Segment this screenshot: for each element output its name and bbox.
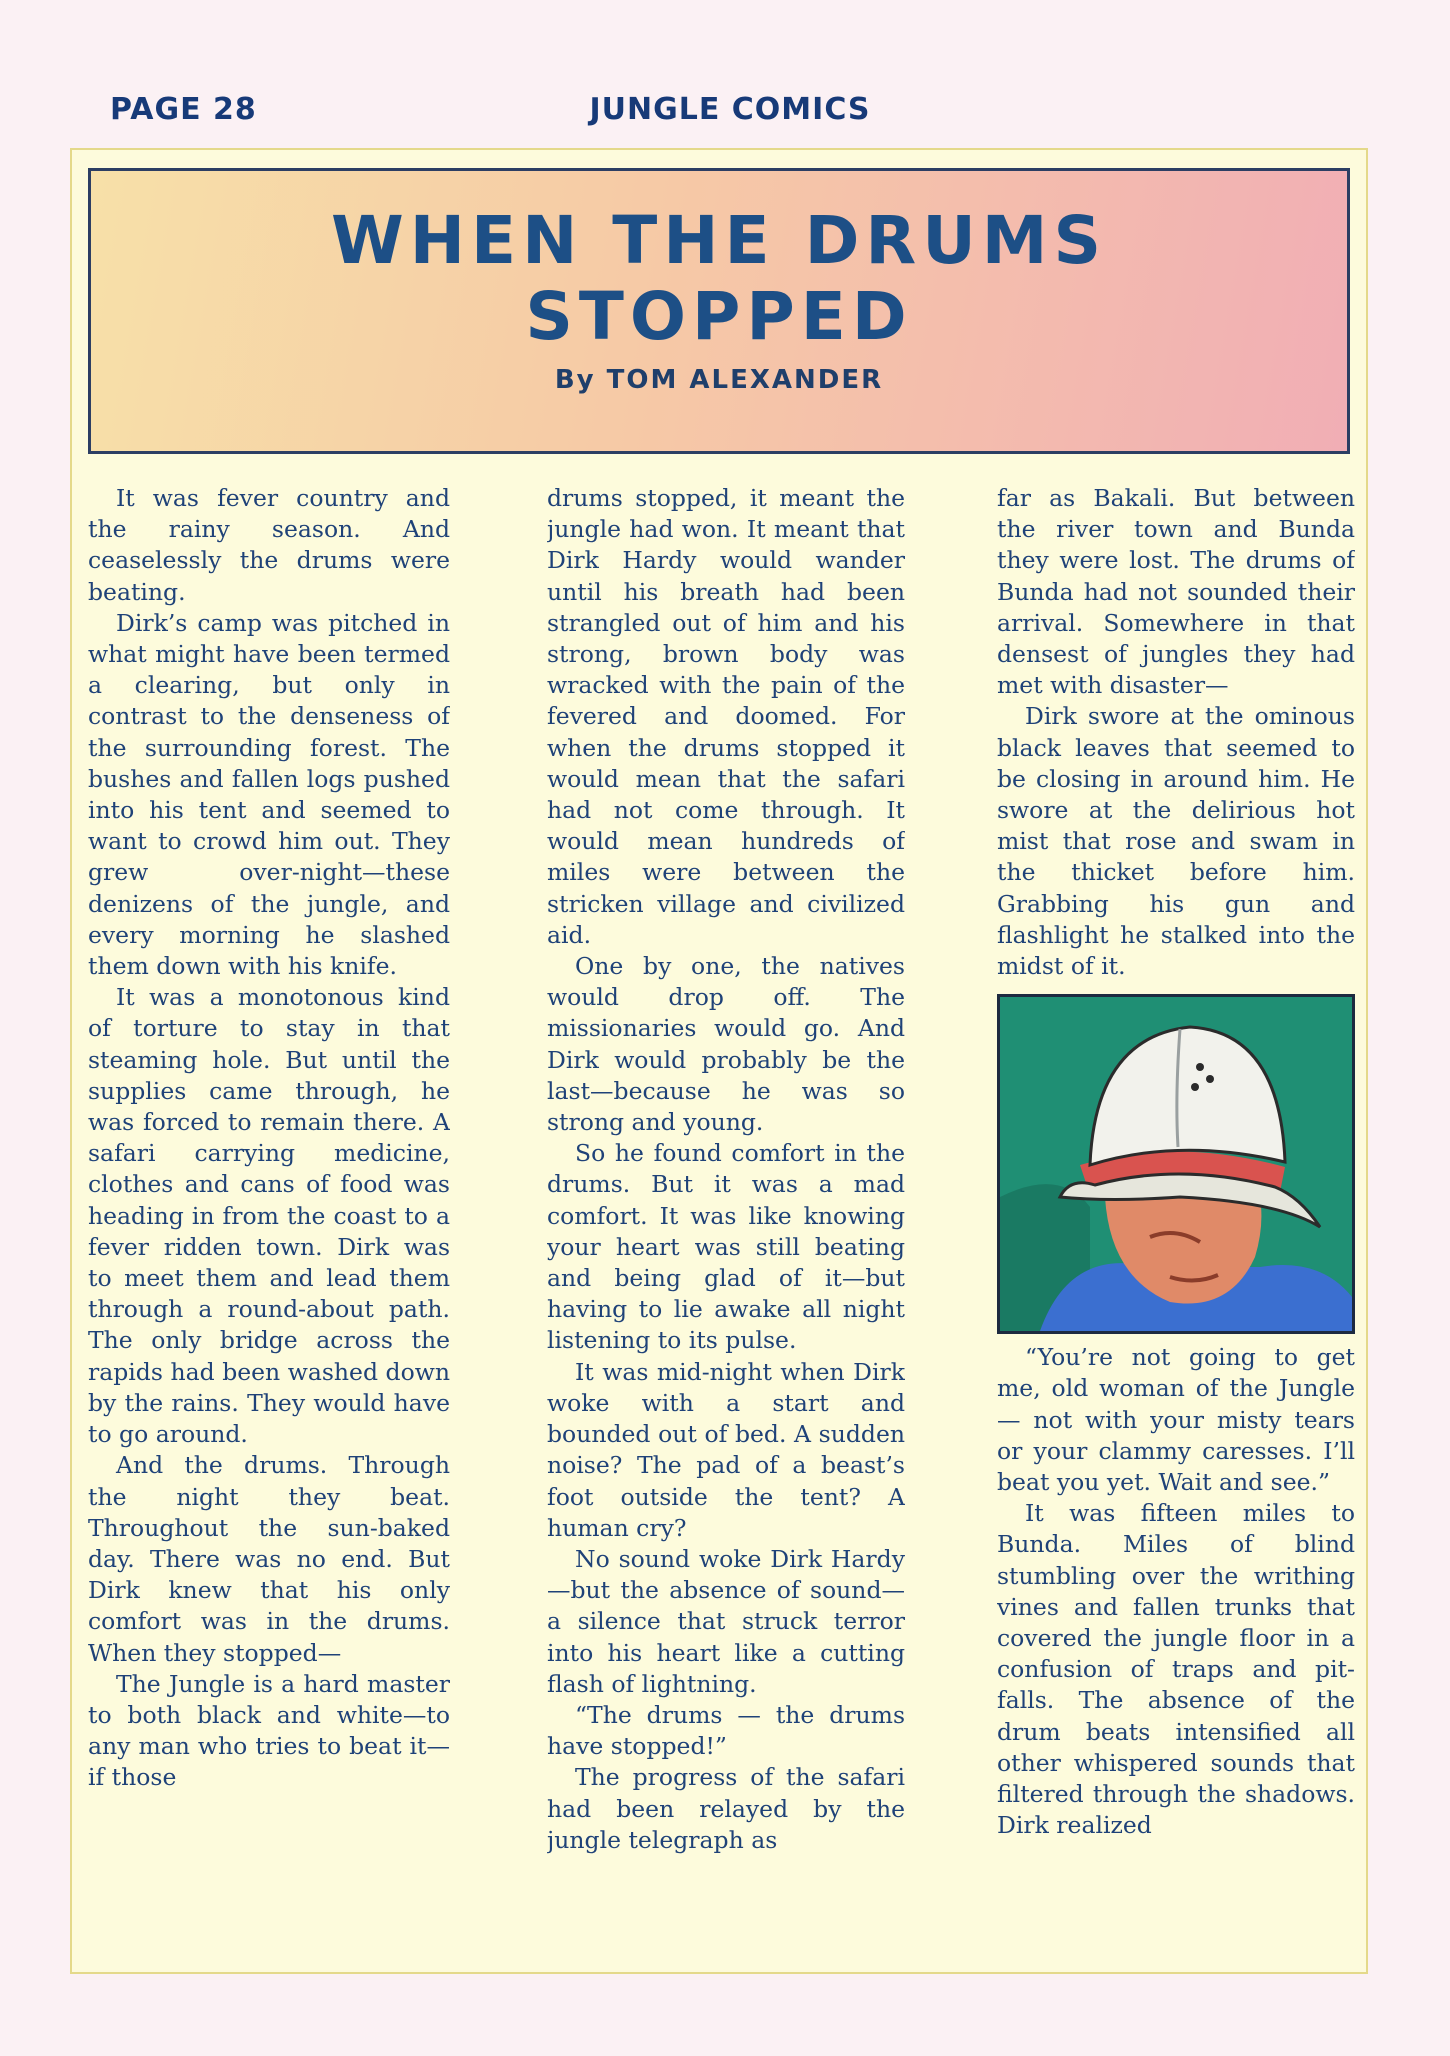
byline: By TOM ALEXANDER	[554, 365, 884, 395]
title-box	[88, 168, 1350, 454]
paragraph: So he found comfort in the drums. But it was a mad comfort. It was like knowing your heart was still beating and being glad of it—but having to lie awake all night listening to its pulse.	[547, 1139, 905, 1355]
paragraph: The Jungle is a hard master to both black and white—to any man who tries to beat it—if those	[88, 1669, 450, 1792]
paragraph: It was a monotonous kind of torture to stay in that steaming hole. But until the supplies came through, he was forced to remain there. A safari carrying medicine, clothes and cans of food was heading in from the coast to a fever ridden town. Dirk was to meet them and lead them through a round-about path. The only bridge across the rapids had been washed down by the rains. They would have to go around.	[88, 983, 450, 1449]
paragraph: far as Bakali. But between the river town and Bunda they were lost. The drums of Bunda had not sounded their arrival. Somewhere in that densest of jungles they had met with disaster—	[997, 484, 1355, 700]
magazine-title: JUNGLE COMICS	[589, 92, 871, 127]
text-column-2	[547, 483, 905, 1971]
paragraph: It was fifteen miles to Bunda. Miles of blind stumbling over the writhing vines and fallen trunks that covered the jungle floor in a confusion of traps and pit-falls. The absence of the drum beats intensified all other whispered sounds that filtered through the shadows. Dirk realized	[997, 1499, 1355, 1840]
paragraph: It was fever country and the rainy season. And ceaselessly the drums were beating.	[88, 484, 450, 606]
page-header	[110, 92, 1340, 142]
page-number: PAGE 28	[110, 92, 257, 127]
paragraph: The progress of the safari had been relayed by the jungle telegraph as	[547, 1763, 905, 1854]
text-column-3	[997, 483, 1355, 1971]
text-column-1	[88, 483, 450, 1971]
paragraph: Dirk’s camp was pitched in what might have been termed a clearing, but only in contrast to the denseness of the surrounding forest. The bushes and fallen logs pushed into his tent and seemed to want to crowd him out. They grew over-night—these denizens of the jungle, and every morning he slashed them down with his knife.	[88, 608, 450, 981]
paragraph: One by one, the natives would drop off. The missionaries would go. And Dirk would probably be the last—because he was so strong and young.	[547, 952, 905, 1137]
paragraph: drums stopped, it meant the jungle had won. It meant that Dirk Hardy would wander until his breath had been strangled out of him and his strong, brown body was wracked with the pain of the fevered and doomed. For when the drums stopped it would mean that the safari had not come through. It would mean hundreds of miles were between the stricken village and civilized aid.	[547, 484, 905, 949]
explorer-pith-helmet-illustration	[997, 994, 1355, 1334]
story-title-line-2: STOPPED	[525, 278, 913, 355]
paragraph: And the drums. Through the night they beat. Throughout the sun-baked day. There was no end. But Dirk knew that his only comfort was in the drums. When they stopped—	[88, 1451, 450, 1667]
paragraph: “You’re not going to get me, old woman of the Jungle — not with your misty tears or your clammy caresses. I’ll beat you yet. Wait and see.”	[997, 1343, 1355, 1497]
paragraph: Dirk swore at the ominous black leaves that seemed to be closing in around him. He swore at the delirious hot mist that rose and swam in the thicket before him. Grabbing his gun and flashlight he stalked into the midst of it.	[997, 702, 1355, 981]
explorer-illustration-icon	[1000, 997, 1352, 1331]
paragraph: No sound woke Dirk Hardy—but the absence of sound—a silence that struck terror into his heart like a cutting flash of lightning.	[547, 1544, 905, 1698]
paragraph: It was mid-night when Dirk woke with a start and bounded out of bed. A sudden noise? The pad of a beast’s foot outside the tent? A human cry?	[547, 1357, 905, 1542]
story-title-line-1: WHEN THE DRUMS	[330, 202, 1108, 279]
paragraph: “The drums — the drums have stopped!”	[547, 1700, 905, 1761]
